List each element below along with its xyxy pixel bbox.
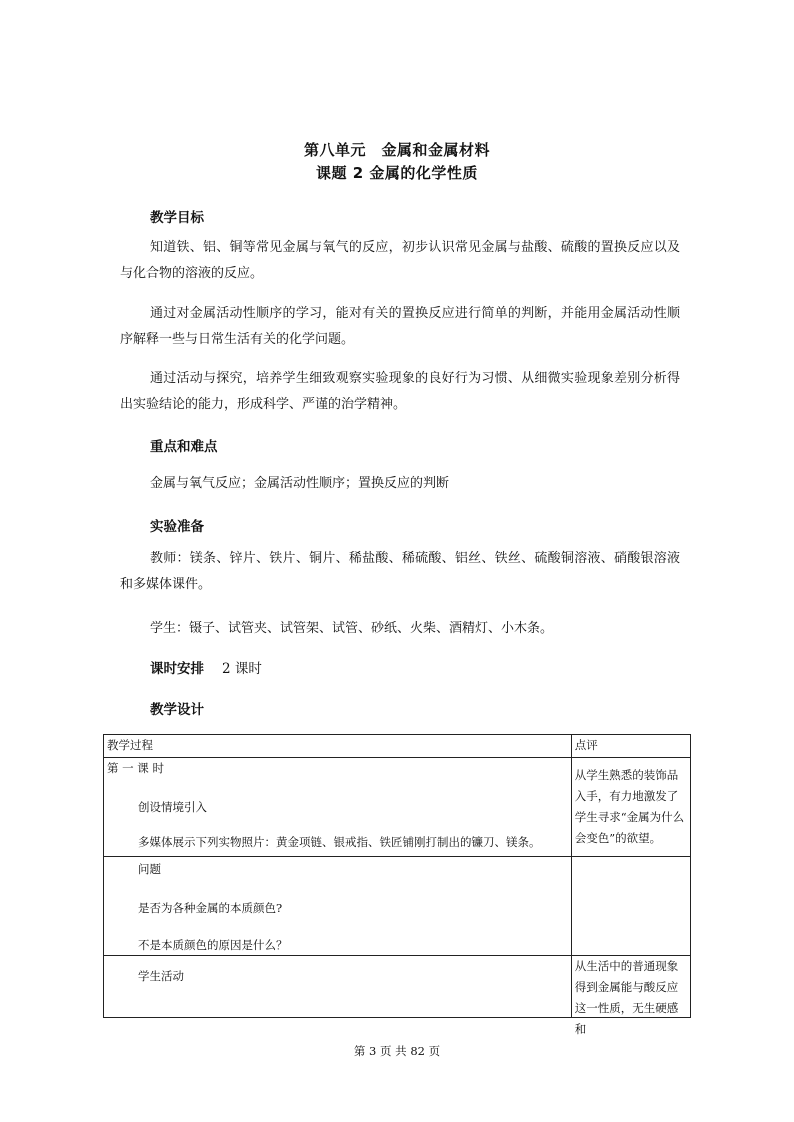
question-label: 问题	[138, 862, 161, 876]
table-row	[104, 758, 691, 857]
comment-text: 从学生熟悉的装饰品入手，有力地激发了学生寻求“金属为什么会变色”的欲望。	[574, 768, 685, 845]
objective-2: 通过对金属活动性顺序的学习，能对有关的置换反应进行简单的判断，并能用金属活动性顺序解释一些与日常生活有关的化学问题。	[120, 306, 680, 347]
table-header-comment: 点评	[571, 735, 690, 758]
page-number: 第 3 页 共 82 页	[353, 1044, 441, 1058]
question-1: 是否为各种金属的本质颜色?	[138, 901, 283, 915]
preparation-heading: 实验准备	[150, 519, 204, 535]
process-cell-3	[104, 956, 572, 1018]
table-row	[104, 857, 691, 956]
comment-cell-3	[571, 956, 690, 1036]
table-header-row	[104, 735, 691, 758]
keypoints-heading: 重点和难点	[150, 439, 218, 455]
schedule-line	[150, 657, 262, 677]
comment-cell-1	[571, 758, 690, 857]
design-heading: 教学设计	[150, 702, 204, 718]
step-content: 多媒体展示下列实物照片：黄金项链、银戒指、铁匠铺刚打制出的镰刀、镁条。	[138, 835, 541, 849]
schedule-value: 2 课时	[222, 661, 262, 677]
teaching-design-table	[103, 734, 691, 1036]
table-header-process: 教学过程	[104, 735, 572, 758]
keypoints-text: 金属与氧气反应；金属活动性顺序；置换反应的判断	[150, 476, 450, 491]
table-row	[104, 956, 691, 1018]
student-prep: 学生：镊子、试管夹、试管架、试管、砂纸、火柴、酒精灯、小木条。	[150, 621, 554, 636]
objective-3: 通过活动与探究，培养学生细致观察实验现象的良好行为习惯、从细微实验现象差别分析得出实验结论的能力，形成科学、严谨的治学精神。	[120, 371, 680, 412]
activity-label: 学生活动	[138, 969, 184, 983]
process-cell-2	[104, 857, 572, 956]
question-2: 不是本质颜色的原因是什么？	[138, 938, 288, 952]
objectives-heading: 教学目标	[150, 210, 204, 226]
unit-title: 第八单元 金属和金属材料	[303, 141, 490, 159]
period-label: 第 一 课 时	[107, 761, 164, 775]
step-label: 创设情境引入	[138, 800, 207, 814]
objective-1: 知道铁、铝、铜等常见金属与氧气的反应，初步认识常见金属与盐酸、硫酸的置换反应以及与化合物的溶液的反应。	[120, 240, 680, 281]
lesson-title: 课题 2 金属的化学性质	[316, 164, 478, 182]
schedule-heading: 课时安排	[150, 661, 204, 677]
process-cell-1	[104, 758, 572, 857]
comment-cell-2	[571, 857, 690, 956]
teacher-prep: 教师：镁条、锌片、铁片、铜片、稀盐酸、稀硫酸、铝丝、铁丝、硫酸铜溶液、硝酸银溶液和多媒体课件。	[120, 551, 680, 592]
comment-text: 从生活中的普通现象得到金属能与酸反应这一性质，无生硬感和	[574, 959, 679, 1036]
